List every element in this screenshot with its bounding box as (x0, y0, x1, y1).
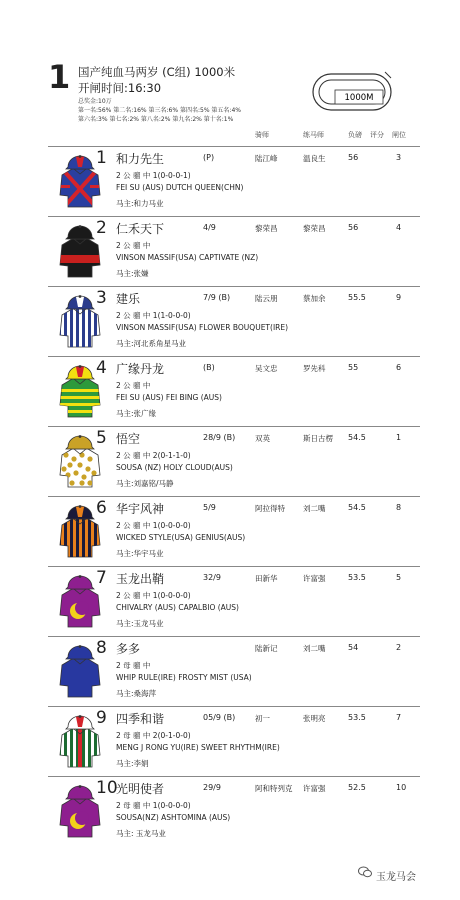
pedigree: CHIVALRY (AUS) CAPALBIO (AUS) (116, 603, 239, 612)
horse-name: 悟空 (116, 432, 141, 446)
entry-row (48, 636, 420, 707)
wechat-icon (358, 866, 372, 878)
entry-row (48, 776, 420, 847)
horse-name: 玉龙出鞘 (116, 572, 165, 586)
entry-row (48, 216, 420, 287)
odds-equipment: 32/9 (203, 573, 221, 582)
owner: 马主:刘嘉铭/马静 (116, 479, 174, 488)
weight: 56 (348, 153, 359, 162)
weight: 54 (348, 643, 359, 652)
odds-equipment: 4/9 (203, 223, 216, 232)
horse-record: 2 公 骝 中 1(0-0-0-0) (116, 521, 191, 530)
weight: 53.5 (348, 713, 366, 722)
horse-number: 2 (96, 218, 107, 238)
jockey: 初一 (255, 714, 270, 723)
owner: 马主:玉龙马业 (116, 619, 164, 628)
header-weight: 负磅 (348, 131, 362, 139)
draw: 7 (396, 713, 402, 722)
trainer: 许富强 (303, 574, 326, 583)
horse-record: 2 公 骝 中 2(0-1-1-0) (116, 451, 191, 460)
weight: 52.5 (348, 783, 366, 792)
race-number: 1 (48, 58, 71, 96)
entry-row (48, 706, 420, 777)
trainer: 罗先科 (303, 364, 326, 373)
pedigree: VINSON MASSIF(USA) FLOWER BOUQUET(IRE) (116, 323, 289, 332)
draw: 9 (396, 293, 402, 302)
horse-record: 2 公 骝 中 (116, 241, 151, 250)
owner: 马主: 玉龙马业 (116, 829, 166, 838)
horse-name: 和力先生 (116, 152, 165, 166)
prize-split-2: 第六名:3% 第七名:2% 第八名:2% 第九名:2% 第十名:1% (78, 116, 234, 123)
horse-name: 光明使者 (116, 782, 165, 796)
pedigree: SOUSA (NZ) HOLY CLOUD(AUS) (116, 463, 233, 472)
pedigree: FEI SU (AUS) FEI BING (AUS) (116, 393, 222, 402)
pedigree: WHIP RULE(IRE) FROSTY MIST (USA) (116, 673, 252, 682)
race-title: 国产纯血马两岁 (C组) 1000米 (78, 65, 236, 79)
draw: 6 (396, 363, 402, 372)
track-diagram (311, 68, 393, 118)
header-trainer: 练马师 (303, 131, 324, 139)
horse-number: 6 (96, 498, 107, 518)
pedigree: WICKED STYLE(USA) GENIUS(AUS) (116, 533, 246, 542)
trainer: 许富强 (303, 784, 326, 793)
jockey: 双英 (255, 434, 270, 443)
entry-row (48, 286, 420, 357)
owner: 马主:和力马业 (116, 199, 164, 208)
entry-row (48, 566, 420, 637)
draw: 4 (396, 223, 402, 232)
horse-number: 10 (96, 778, 118, 798)
horse-number: 5 (96, 428, 107, 448)
draw: 2 (396, 643, 402, 652)
weight: 56 (348, 223, 359, 232)
track-distance-label: 1000M (344, 93, 374, 103)
jockey: 阿和特列克 (255, 784, 293, 793)
jockey: 吴文忠 (255, 364, 278, 373)
odds-equipment: (P) (203, 153, 215, 162)
watermark: 玉龙马会 (376, 872, 416, 883)
weight: 54.5 (348, 433, 366, 442)
horse-record: 2 公 骝 中 1(0-0-0-0) (116, 591, 191, 600)
odds-equipment: 7/9 (B) (203, 293, 231, 302)
total-prize: 总奖金:10万 (78, 98, 112, 105)
owner: 马主:桑海萍 (116, 689, 157, 698)
header-rating: 评分 (370, 131, 384, 139)
entry-row (48, 356, 420, 427)
horse-name: 仁禾天下 (116, 222, 165, 236)
trainer: 刘二嘴 (303, 644, 326, 653)
owner: 马主:河北系角星马业 (116, 339, 187, 348)
owner: 马主:张广缘 (116, 409, 157, 418)
horse-number: 8 (96, 638, 107, 658)
horse-record: 2 母 骝 中 (116, 661, 151, 670)
trainer: 黎荣昌 (303, 224, 326, 233)
draw: 10 (396, 783, 407, 792)
odds-equipment: (B) (203, 363, 215, 372)
horse-name: 多多 (116, 642, 141, 656)
horse-name: 四季和谐 (116, 712, 165, 726)
weight: 55.5 (348, 293, 366, 302)
racecard (48, 58, 420, 838)
draw: 3 (396, 153, 402, 162)
trainer: 斯日古楞 (303, 434, 333, 443)
weight: 53.5 (348, 573, 366, 582)
header-draw: 闸位 (392, 131, 406, 139)
draw: 5 (396, 573, 402, 582)
horse-record: 2 母 骝 中 1(0-0-0-0) (116, 801, 191, 810)
trainer: 温良生 (303, 154, 326, 163)
trainer: 蔡加余 (303, 294, 326, 303)
jockey: 陆新记 (255, 644, 278, 653)
pedigree: FEI SU (AUS) DUTCH QUEEN(CHN) (116, 183, 244, 192)
pedigree: SOUSA(NZ) ASHTOMINA (AUS) (116, 813, 231, 822)
horse-record: 2 公 骝 中 1(1-0-0-0) (116, 311, 191, 320)
prize-split-1: 第一名:56% 第二名:16% 第三名:6% 第四名:5% 第五名:4% (78, 107, 241, 114)
draw: 1 (396, 433, 402, 442)
odds-equipment: 28/9 (B) (203, 433, 236, 442)
trainer: 刘二嘴 (303, 504, 326, 513)
odds-equipment: 05/9 (B) (203, 713, 236, 722)
horse-number: 3 (96, 288, 107, 308)
odds-equipment: 5/9 (203, 503, 216, 512)
weight: 55 (348, 363, 359, 372)
jockey: 田新华 (255, 574, 278, 583)
horse-number: 7 (96, 568, 107, 588)
jockey: 黎荣昌 (255, 224, 278, 233)
race-start-time: 开闸时间:16:30 (78, 81, 162, 95)
horse-number: 9 (96, 708, 107, 728)
pedigree: VINSON MASSIF(USA) CAPTIVATE (NZ) (116, 253, 259, 262)
owner: 马主:李娟 (116, 759, 149, 768)
odds-equipment: 29/9 (203, 783, 221, 792)
weight: 54.5 (348, 503, 366, 512)
horse-name: 华宇风神 (116, 502, 165, 516)
jockey: 陆江峰 (255, 154, 278, 163)
horse-number: 1 (96, 148, 107, 168)
jockey: 阿拉得特 (255, 504, 285, 513)
owner: 马主:华宇马业 (116, 549, 164, 558)
horse-number: 4 (96, 358, 107, 378)
pedigree: MENG J RONG YU(IRE) SWEET RHYTHM(IRE) (116, 743, 280, 752)
horse-record: 2 母 骝 中 2(0-1-0-0) (116, 731, 191, 740)
trainer: 张明亮 (303, 714, 326, 723)
entry-row (48, 146, 420, 217)
jockey: 陆云朋 (255, 294, 278, 303)
owner: 马主:张嫌 (116, 269, 149, 278)
horse-record: 2 公 骝 中 1(0-0-0-1) (116, 171, 191, 180)
horse-name: 建乐 (116, 292, 141, 306)
horse-name: 广缘丹龙 (116, 362, 165, 376)
entry-row (48, 496, 420, 567)
header-jockey: 骑师 (255, 131, 269, 139)
entry-row (48, 426, 420, 497)
draw: 8 (396, 503, 402, 512)
horse-record: 2 公 骝 中 (116, 381, 151, 390)
